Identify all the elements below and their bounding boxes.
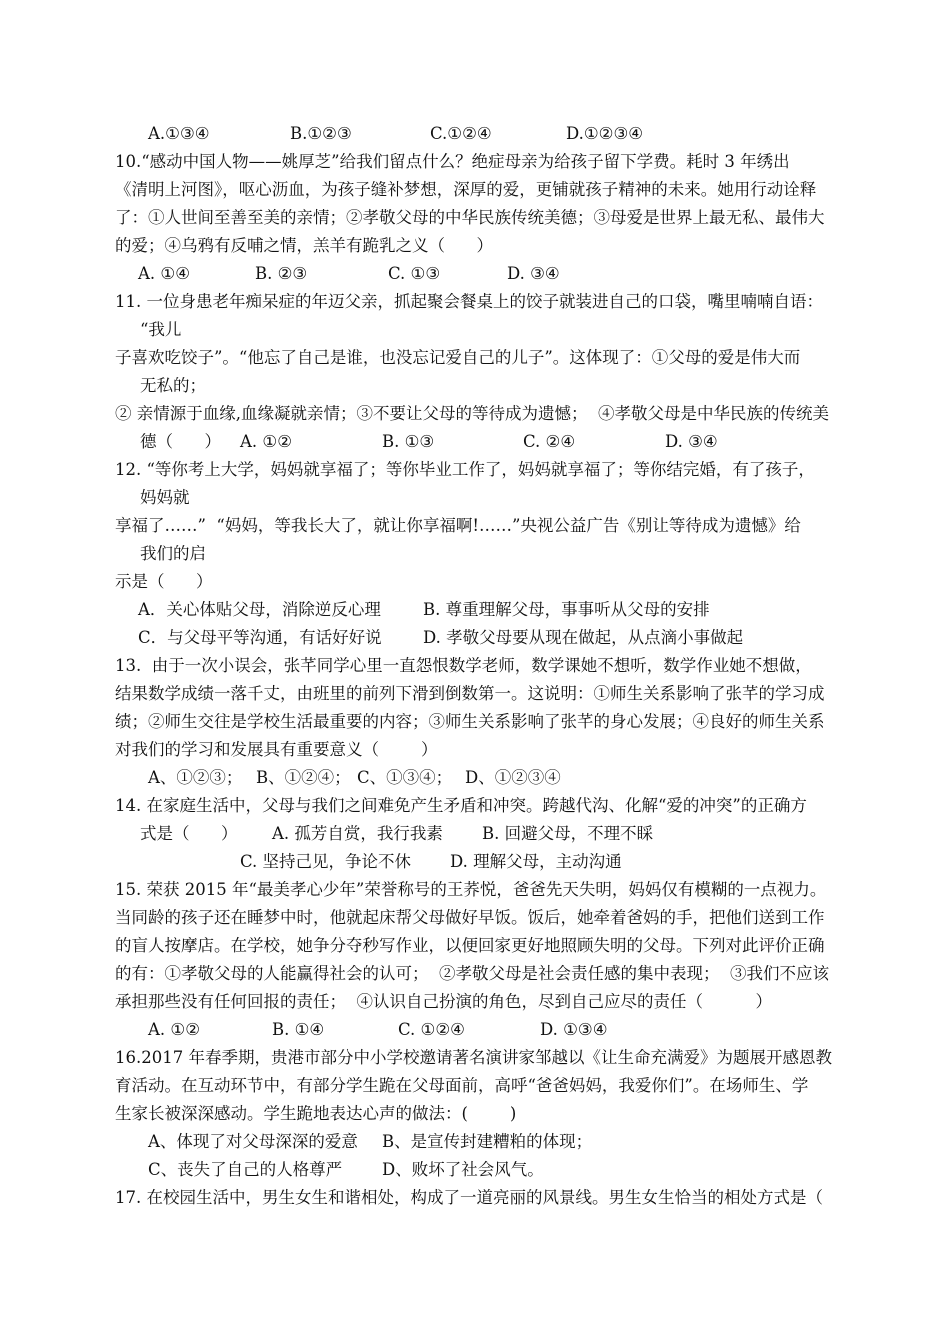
q16-option-d: D、败坏了社会风气。 (382, 1160, 544, 1179)
q13-option-d: D、①②③④ (465, 768, 561, 787)
q9-option-a: A.①③④ (148, 124, 210, 143)
q13-line: 对我们的学习和发展具有重要意义（ ） (115, 740, 438, 759)
q15-option-d: D. ①③④ (540, 1020, 608, 1039)
q16-line: 育活动。在互动环节中，有部分学生跪在父母面前，高呼“爸爸妈妈，我爱你们”。在场师生、学 (115, 1076, 809, 1095)
q11-option-a: A. ①② (240, 432, 292, 451)
q12-line: 示是（ ） (115, 572, 213, 591)
q13-line: 绩；②师生交往是学校生活最重要的内容；③师生关系影响了张芊的身心发展；④良好的师生关系 (115, 712, 825, 731)
q14-option-b: B. 回避父母，不理不睬 (482, 824, 654, 843)
q14-option-c: C. 坚持己见，争论不休 (240, 852, 412, 871)
q16-line: 生家长被深深感动。学生跪地表达心声的做法：( ) (115, 1104, 517, 1123)
q15-line: 的有：①孝敬父母的人能赢得社会的认可； ②孝敬父母是社会责任感的集中表现； ③我们不应该 (115, 964, 829, 983)
q15-option-a: A. ①② (148, 1020, 200, 1039)
q14-option-d: D. 理解父母，主动沟通 (450, 852, 622, 871)
q10-option-d: D. ③④ (507, 264, 560, 283)
q14-line: 式是（ ） (140, 824, 238, 843)
q15-option-c: C. ①②④ (398, 1020, 465, 1039)
q12-option-c: C．与父母平等沟通，有话好好说 (138, 628, 382, 647)
q15-option-b: B. ①④ (272, 1020, 325, 1039)
q11-line: 无私的； (140, 376, 206, 395)
q14-option-a: A. 孤芳自赏，我行我素 (272, 824, 443, 843)
q11-line: 德（ ） (140, 432, 221, 451)
q10-line: 的爱；④乌鸦有反哺之情，羔羊有跪乳之义（ ） (115, 236, 493, 255)
q11-option-c: C. ②④ (523, 432, 576, 451)
q15-line: 承担那些没有任何回报的责任； ④认识自己扮演的角色，尽到自己应尽的责任（ ） (115, 992, 772, 1011)
q12-line: 享福了……” “妈妈，等我长大了，就让你享福啊!……”央视公益广告《别让等待成为遗憾》给 (115, 516, 801, 535)
q16-option-c: C、丧失了自己的人格尊严 (148, 1160, 343, 1179)
q11-line: 子喜欢吃饺子”。“他忘了自己是谁，也没忘记爱自己的儿子”。这体现了：①父母的爱是伟大而 (115, 348, 801, 367)
q15-line: 当同龄的孩子还在睡梦中时，他就起床帮父母做好早饭。饭后，她牵着爸妈的手，把他们送到工作 (115, 908, 825, 927)
q11-line: 11. 一位身患老年痴呆症的年迈父亲，抓起聚会餐桌上的饺子就装进自己的口袋，嘴里喃喃自语： (115, 292, 823, 311)
q9-option-d: D.①②③④ (566, 124, 644, 143)
q13-line: 结果数学成绩一落千丈，由班里的前列下滑到倒数第一。这说明：①师生关系影响了张芊的学习成 (115, 684, 825, 703)
q10-option-c: C. ①③ (388, 264, 441, 283)
q12-line: 妈妈就 (140, 488, 190, 507)
q10-option-b: B. ②③ (255, 264, 308, 283)
q17-line: 17. 在校园生活中，男生女生和谐相处，构成了一道亮丽的风景线。男生女生恰当的相处方式是（ (115, 1188, 823, 1207)
q12-option-b: B. 尊重理解父母，事事听从父母的安排 (423, 600, 710, 619)
q13-line: 13. 由于一次小误会，张芊同学心里一直怨恨数学老师，数学课她不想听，数学作业她不想做， (115, 656, 812, 675)
q16-line: 16.2017 年春季期，贵港市部分中小学校邀请著名演讲家邹越以《让生命充满爱》为题展开感恩教 (115, 1048, 832, 1067)
q14-line: 14. 在家庭生活中，父母与我们之间难免产生矛盾和冲突。跨越代沟、化解“爱的冲突”的正确方 (115, 796, 807, 815)
q11-option-b: B. ①③ (382, 432, 435, 451)
q15-line: 15. 荣获 2015 年“最美孝心少年”荣誉称号的王荞悦，爸爸先天失明，妈妈仅有模糊的一点视力。 (115, 880, 827, 899)
q12-line: 我们的启 (140, 544, 206, 563)
q10-option-a: A. ①④ (138, 264, 190, 283)
q16-option-a: A、体现了对父母深深的爱意 (148, 1132, 358, 1151)
q13-option-a: A、①②③； (148, 768, 243, 787)
q13-option-c: C、①③④； (357, 768, 453, 787)
q10-line: 10.“感动中国人物——姚厚芝”给我们留点什么？绝症母亲为给孩子留下学费。耗时 3 年绣出 (115, 152, 790, 171)
q12-line: 12. “等你考上大学，妈妈就享福了；等你毕业工作了，妈妈就享福了；等你结完婚，有了孩子， (115, 460, 815, 479)
q13-option-b: B、①②④； (256, 768, 351, 787)
q11-option-d: D. ③④ (665, 432, 718, 451)
q11-line: “我儿 (140, 320, 182, 339)
q12-option-d: D. 孝敬父母要从现在做起，从点滴小事做起 (423, 628, 744, 647)
q11-line: ② 亲情源于血缘,血缘凝就亲情；③不要让父母的等待成为遗憾； ④孝敬父母是中华民族的传统美 (115, 404, 829, 423)
q9-option-c: C.①②④ (430, 124, 492, 143)
q16-option-b: B、是宣传封建糟粕的体现； (382, 1132, 593, 1151)
q10-line: 了：①人世间至善至美的亲情；②孝敬父母的中华民族传统美德；③母爱是世界上最无私、最伟大 (115, 208, 825, 227)
q10-line: 《清明上河图》，呕心沥血，为孩子缝补梦想，深厚的爱，更铺就孩子精神的未来。她用行动诠释 (115, 180, 817, 199)
q15-line: 的盲人按摩店。在学校，她争分夺秒写作业，以便回家更好地照顾失明的父母。下列对此评价正确 (115, 936, 825, 955)
q12-option-a: A．关心体贴父母，消除逆反心理 (138, 600, 381, 619)
q9-option-b: B.①②③ (290, 124, 352, 143)
